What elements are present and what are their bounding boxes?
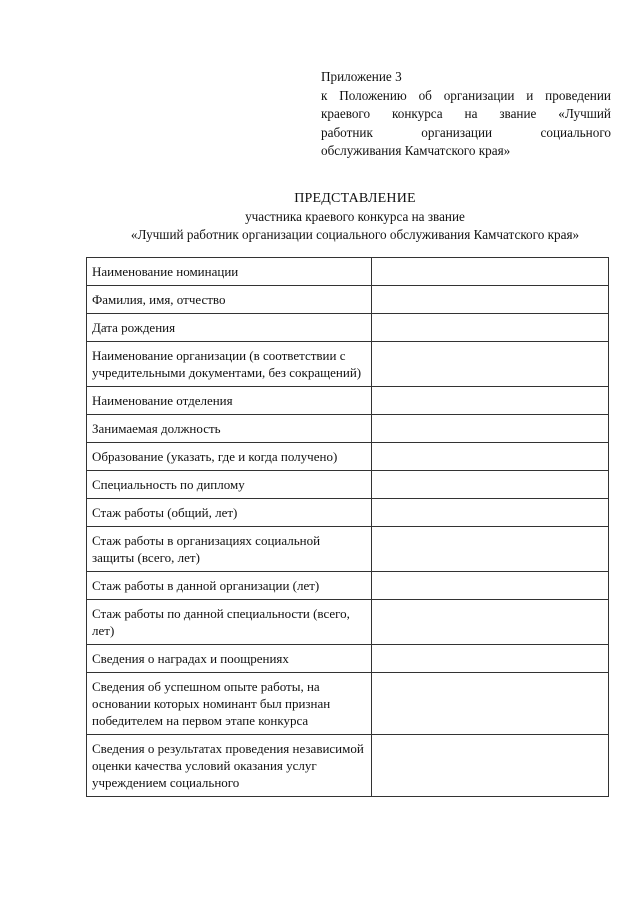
row-value-cell[interactable] [371,443,608,471]
table-row [87,673,609,735]
row-label: Сведения о наградах и поощрениях [87,645,372,673]
appendix-number: Приложение 3 [321,69,402,84]
nomination-form-table [86,257,609,797]
table-row [87,527,609,572]
table-row [87,258,609,286]
row-value-cell[interactable] [371,735,608,797]
row-value-cell[interactable] [371,471,608,499]
appendix-line-4: работник организации социального [321,124,611,140]
table-row [87,572,609,600]
row-label: Стаж работы в данной организации (лет) [87,572,372,600]
row-label: Занимаемая должность [87,415,372,443]
appendix-line-3: краевого конкурса на звание «Лучший [321,106,611,121]
row-value-cell[interactable] [371,415,608,443]
row-label: Стаж работы (общий, лет) [87,499,372,527]
table-row [87,600,609,645]
table-row [87,471,609,499]
row-label: Фамилия, имя, отчество [87,286,372,314]
document-title: ПРЕДСТАВЛЕНИЕ [294,191,416,206]
table-row [87,286,609,314]
document-subtitle-1: участника краевого конкурса на звание [245,209,465,224]
table-row [87,387,609,415]
row-value-cell[interactable] [371,499,608,527]
table-row [87,415,609,443]
row-value-cell[interactable] [371,387,608,415]
row-value-cell[interactable] [371,600,608,645]
table-row [87,342,609,387]
row-value-cell[interactable] [371,342,608,387]
row-label: Образование (указать, где и когда получено) [87,443,372,471]
row-value-cell[interactable] [371,314,608,342]
row-label: Стаж работы по данной специальности (всего, лет) [87,600,372,645]
row-value-cell[interactable] [371,258,608,286]
table-row [87,735,609,797]
table-row [87,314,609,342]
row-label: Специальность по диплому [87,471,372,499]
row-value-cell[interactable] [371,286,608,314]
document-heading [60,190,640,244]
row-label: Наименование номинации [87,258,372,286]
appendix-block [321,68,611,161]
row-value-cell[interactable] [371,645,608,673]
row-value-cell[interactable] [371,673,608,735]
table-row [87,645,609,673]
row-label: Стаж работы в организациях социальной защиты (всего, лет) [87,527,372,572]
document-subtitle-2: «Лучший работник организации социального обслуживания Камчатского края» [130,227,580,242]
appendix-line-2: к Положению об организации и проведении [321,87,611,103]
row-label: Сведения об успешном опыте работы, на основании которых номинант был признан победителем на первом этапе конкурса [87,673,372,735]
row-label: Наименование организации (в соответствии с учредительными документами, без сокращений) [87,342,372,387]
row-value-cell[interactable] [371,527,608,572]
appendix-line-5: обслуживания Камчатского края» [321,143,511,158]
row-label: Наименование отделения [87,387,372,415]
row-value-cell[interactable] [371,572,608,600]
table-row [87,443,609,471]
row-label: Дата рождения [87,314,372,342]
row-label: Сведения о результатах проведения независимой оценки качества условий оказания услуг учреждением социального [87,735,372,797]
table-row [87,499,609,527]
